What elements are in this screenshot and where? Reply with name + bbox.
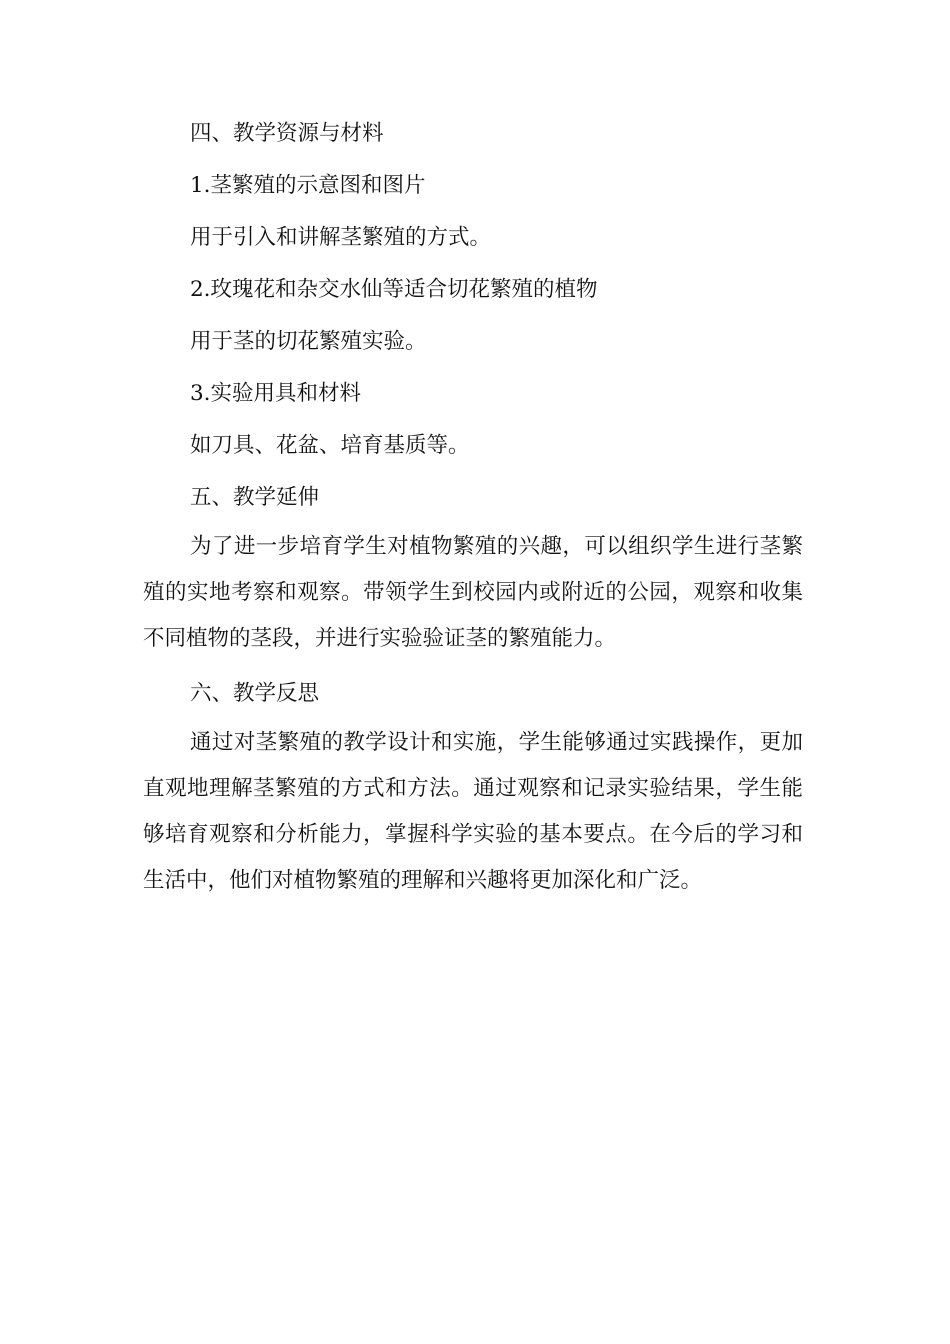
section-heading-reflection: 六、教学反思 xyxy=(190,681,320,706)
reflection-paragraph: 通过对茎繁殖的教学设计和实施，学生能够通过实践操作，更加直观地理解茎繁殖的方式和方法。通过观察和记录实验结果，学生能够培育观察和分析能力，掌握科学实验的基本要点。在今后的学习和生活中，他们对植物繁殖的理解和兴趣将更加深化和广泛。 xyxy=(143,730,803,893)
resource-item-3-title: 3.实验用具和材料 xyxy=(190,381,362,406)
extension-paragraph: 为了进一步培育学生对植物繁殖的兴趣，可以组织学生进行茎繁殖的实地考察和观察。带领学生到校园内或附近的公园，观察和收集不同植物的茎段，并进行实验验证茎的繁殖能力。 xyxy=(143,534,803,651)
document-body xyxy=(143,108,803,904)
resource-item-1-desc: 用于引入和讲解茎繁殖的方式。 xyxy=(190,225,492,250)
resource-item-1-title: 1.茎繁殖的示意图和图片 xyxy=(190,173,426,198)
resource-item-2-title: 2.玫瑰花和杂交水仙等适合切花繁殖的植物 xyxy=(190,277,598,302)
section-heading-extension: 五、教学延伸 xyxy=(190,485,320,510)
resource-item-3-desc: 如刀具、花盆、培育基质等。 xyxy=(190,433,470,458)
section-heading-resources: 四、教学资源与材料 xyxy=(190,121,384,146)
resource-item-2-desc: 用于茎的切花繁殖实验。 xyxy=(190,329,427,354)
